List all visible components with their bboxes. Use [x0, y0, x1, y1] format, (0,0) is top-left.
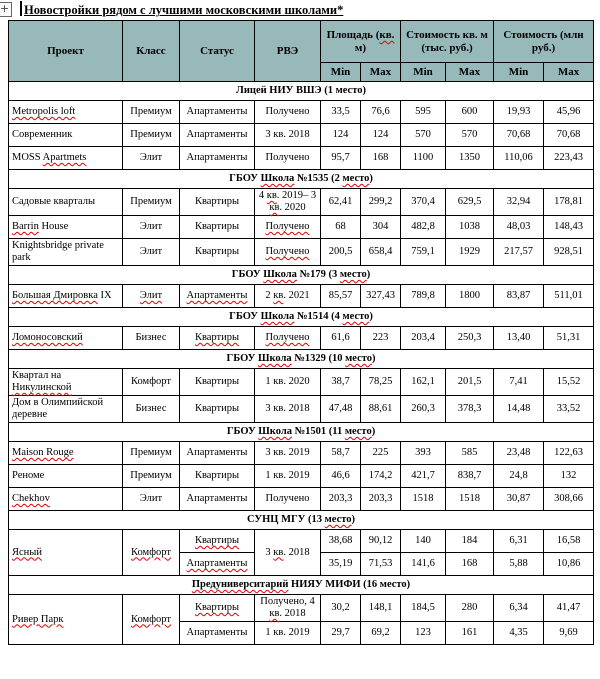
value-cell-4[interactable]: 48,03: [494, 216, 544, 239]
misspelled-text: Школа: [260, 311, 295, 322]
rve-cell[interactable]: Получено: [255, 147, 321, 170]
project-cell[interactable]: [9, 530, 123, 576]
rve-cell[interactable]: Получено: [255, 101, 321, 124]
school-section-title[interactable]: [9, 350, 594, 369]
value-cell-1[interactable]: 203,3: [361, 488, 401, 511]
value-cell-3[interactable]: 161: [446, 622, 494, 645]
misspelled-text: место: [342, 311, 370, 322]
school-section-row: [9, 82, 594, 101]
value-cell-4[interactable]: 14,48: [494, 396, 544, 423]
class-cell[interactable]: [123, 595, 180, 645]
value-cell-2[interactable]: 570: [401, 124, 446, 147]
table-row: [9, 101, 594, 124]
school-section-row: [9, 266, 594, 285]
table-row: [9, 327, 594, 350]
value-cell-3[interactable]: 629,5: [446, 189, 494, 216]
value-cell-1[interactable]: 174,2: [361, 465, 401, 488]
value-cell-5[interactable]: 148,43: [544, 216, 594, 239]
column-subheader-0-1[interactable]: Max: [361, 63, 401, 82]
table-row: [9, 369, 594, 396]
value-cell-2[interactable]: 162,1: [401, 369, 446, 396]
value-cell-0[interactable]: 203,3: [321, 488, 361, 511]
table-move-handle-icon[interactable]: +: [0, 2, 12, 17]
text: . 2018: [279, 608, 306, 619]
value-cell-5[interactable]: 178,81: [544, 189, 594, 216]
rve-cell[interactable]: [255, 327, 321, 350]
text: №1514 (4: [294, 311, 343, 322]
table-row: [9, 239, 594, 266]
value-cell-1[interactable]: 69,2: [361, 622, 401, 645]
value-cell-5[interactable]: 16,58: [544, 530, 594, 553]
table-header: [9, 21, 594, 82]
value-cell-0[interactable]: 85,57: [321, 285, 361, 308]
project-cell[interactable]: [9, 327, 123, 350]
value-cell-0[interactable]: 68: [321, 216, 361, 239]
text: 4: [258, 190, 267, 201]
project-cell[interactable]: [9, 442, 123, 465]
value-cell-1[interactable]: 148,1: [361, 595, 401, 622]
class-cell[interactable]: Элит: [123, 216, 180, 239]
rve-cell[interactable]: 3 кв. 2018: [255, 124, 321, 147]
status-cell[interactable]: [180, 530, 255, 553]
status-cell[interactable]: Апартаменты: [180, 124, 255, 147]
misspelled-text: Апартаменты: [186, 290, 248, 301]
value-cell-1[interactable]: 327,43: [361, 285, 401, 308]
value-cell-0[interactable]: 33,5: [321, 101, 361, 124]
value-cell-2[interactable]: 141,6: [401, 553, 446, 576]
misspelled-text: Школа: [257, 353, 292, 364]
misspelled-text: Школа: [260, 173, 295, 184]
project-cell[interactable]: Современник: [9, 124, 123, 147]
value-cell-1[interactable]: 76,6: [361, 101, 401, 124]
class-cell[interactable]: Бизнес: [123, 396, 180, 423]
value-cell-4[interactable]: 7,41: [494, 369, 544, 396]
status-cell[interactable]: Апартаменты: [180, 101, 255, 124]
value-cell-3[interactable]: 250,3: [446, 327, 494, 350]
misspelled-text: Chekhov: [12, 493, 50, 504]
value-cell-3[interactable]: 280: [446, 595, 494, 622]
value-cell-1[interactable]: 658,4: [361, 239, 401, 266]
text: Получено, 4: [260, 596, 315, 607]
rve-cell[interactable]: [255, 239, 321, 266]
value-cell-2[interactable]: 260,3: [401, 396, 446, 423]
misspelled-text: Metropolis loft: [12, 106, 76, 117]
text: №179 (3: [296, 269, 340, 280]
value-cell-2[interactable]: 203,4: [401, 327, 446, 350]
status-cell[interactable]: Квартиры: [180, 239, 255, 266]
misspelled-text: Школа: [258, 426, 292, 437]
misspelled-text: Предуниверситарий: [191, 579, 289, 590]
rve-cell[interactable]: 1 кв. 2019: [255, 465, 321, 488]
value-cell-2[interactable]: 759,1: [401, 239, 446, 266]
misspelled-text: Апартаменты: [186, 558, 248, 569]
misspelled-text: Apartmets: [42, 152, 87, 163]
rve-cell[interactable]: 3 кв. 2018: [255, 396, 321, 423]
value-cell-4[interactable]: 6,34: [494, 595, 544, 622]
value-cell-5[interactable]: 70,68: [544, 124, 594, 147]
value-cell-4[interactable]: 30,87: [494, 488, 544, 511]
misspelled-text: Комфорт: [131, 613, 171, 625]
text: 3: [265, 546, 274, 558]
class-cell[interactable]: Комфорт: [123, 369, 180, 396]
text: ГБОУ: [231, 269, 264, 280]
value-cell-2[interactable]: 393: [401, 442, 446, 465]
text: Площадь (: [326, 29, 380, 41]
table-row: [9, 530, 594, 553]
value-cell-0[interactable]: 95,7: [321, 147, 361, 170]
class-cell[interactable]: Элит: [123, 488, 180, 511]
rve-cell[interactable]: Получено: [255, 488, 321, 511]
value-cell-3[interactable]: 570: [446, 124, 494, 147]
project-cell[interactable]: [9, 595, 123, 645]
value-cell-0[interactable]: 30,2: [321, 595, 361, 622]
column-header-2[interactable]: Статус: [180, 21, 255, 82]
value-cell-3[interactable]: 1800: [446, 285, 494, 308]
misspelled-text: кв: [266, 190, 277, 201]
table-row: [9, 285, 594, 308]
value-cell-3[interactable]: 838,7: [446, 465, 494, 488]
school-section-title[interactable]: Лицей НИУ ВШЭ (1 место): [9, 82, 594, 101]
text: ): [371, 426, 376, 437]
status-cell[interactable]: Квартиры: [180, 396, 255, 423]
value-cell-1[interactable]: 78,25: [361, 369, 401, 396]
status-cell[interactable]: Квартиры: [180, 369, 255, 396]
misspelled-text: Большая Дмировка: [12, 290, 98, 301]
class-cell[interactable]: Элит: [123, 147, 180, 170]
value-cell-1[interactable]: 299,2: [361, 189, 401, 216]
value-cell-0[interactable]: 35,19: [321, 553, 361, 576]
value-cell-0[interactable]: 38,68: [321, 530, 361, 553]
value-cell-0[interactable]: 58,7: [321, 442, 361, 465]
misspelled-text: место: [342, 173, 370, 184]
class-cell[interactable]: Элит: [123, 239, 180, 266]
value-cell-3[interactable]: 1929: [446, 239, 494, 266]
misspelled-text: Школа: [263, 269, 297, 280]
column-subheader-0-0[interactable]: Min: [321, 63, 361, 82]
text: Квартал на: [12, 370, 62, 381]
misspelled-text: место: [345, 353, 372, 364]
value-cell-5[interactable]: 45,96: [544, 101, 594, 124]
class-cell[interactable]: Премиум: [123, 124, 180, 147]
misspelled-text: Квартиры: [194, 535, 240, 546]
text: ): [369, 173, 373, 184]
rve-cell[interactable]: [255, 189, 321, 216]
value-cell-2[interactable]: 421,7: [401, 465, 446, 488]
value-cell-4[interactable]: 13,40: [494, 327, 544, 350]
value-cell-2[interactable]: 184,5: [401, 595, 446, 622]
value-cell-1[interactable]: 124: [361, 124, 401, 147]
school-section-row: [9, 511, 594, 530]
text: ГБОУ: [226, 426, 259, 437]
value-cell-3[interactable]: 585: [446, 442, 494, 465]
value-cell-0[interactable]: 61,6: [321, 327, 361, 350]
table-row: [9, 147, 594, 170]
table-row: [9, 595, 594, 622]
text: ГБОУ: [229, 173, 261, 184]
value-cell-1[interactable]: 71,53: [361, 553, 401, 576]
value-cell-2[interactable]: 140: [401, 530, 446, 553]
status-cell[interactable]: Апартаменты: [180, 442, 255, 465]
status-cell[interactable]: [180, 595, 255, 622]
class-cell[interactable]: [123, 285, 180, 308]
school-section-title[interactable]: [9, 170, 594, 189]
status-cell[interactable]: Квартиры: [180, 216, 255, 239]
value-cell-3[interactable]: 1350: [446, 147, 494, 170]
misspelled-text: Квартиры: [194, 332, 240, 343]
project-cell[interactable]: [9, 216, 123, 239]
value-cell-3[interactable]: 1518: [446, 488, 494, 511]
value-cell-4[interactable]: 217,57: [494, 239, 544, 266]
value-cell-4[interactable]: 6,31: [494, 530, 544, 553]
text-cursor-caret: [20, 1, 22, 16]
misspelled-text: Комфорт: [131, 546, 171, 558]
value-cell-4[interactable]: 24,8: [494, 465, 544, 488]
column-group-header-1[interactable]: Стоимость кв. м (тыс. руб.): [401, 21, 494, 63]
project-cell[interactable]: Knightsbridge private park: [9, 239, 123, 266]
misspelled-text: место: [344, 426, 372, 437]
text: №1501 (11: [291, 426, 345, 437]
project-cell[interactable]: [9, 488, 123, 511]
project-cell[interactable]: [9, 285, 123, 308]
misspelled-text: Получено: [265, 332, 310, 343]
school-section-title[interactable]: [9, 576, 594, 595]
column-subheader-1-1[interactable]: Max: [446, 63, 494, 82]
school-section-row: [9, 576, 594, 595]
column-header-1[interactable]: Класс: [123, 21, 180, 82]
class-cell[interactable]: [123, 530, 180, 576]
value-cell-2[interactable]: 1518: [401, 488, 446, 511]
value-cell-4[interactable]: 19,93: [494, 101, 544, 124]
value-cell-2[interactable]: 123: [401, 622, 446, 645]
text: №1535 (2: [294, 173, 343, 184]
school-section-row: [9, 308, 594, 327]
misspelled-text: кв: [273, 546, 284, 558]
misspelled-text: кв: [269, 202, 280, 213]
header-row-groups: [9, 21, 594, 63]
text: 2: [265, 290, 274, 301]
school-section-row: [9, 170, 594, 189]
value-cell-0[interactable]: 38,7: [321, 369, 361, 396]
text: ): [366, 269, 371, 280]
table-row: [9, 442, 594, 465]
misspelled-text: кв: [273, 290, 284, 301]
value-cell-5[interactable]: 223,43: [544, 147, 594, 170]
misspelled-text: кв: [269, 608, 280, 619]
misspelled-text: Никулинской: [12, 382, 72, 393]
document-title[interactable]: Новостройки рядом с лучшими московскими школами*: [24, 3, 344, 17]
value-cell-5[interactable]: 132: [544, 465, 594, 488]
school-section-title[interactable]: [9, 308, 594, 327]
status-cell[interactable]: [180, 553, 255, 576]
class-cell[interactable]: Премиум: [123, 101, 180, 124]
value-cell-2[interactable]: 595: [401, 101, 446, 124]
school-section-title[interactable]: [9, 266, 594, 285]
value-cell-5[interactable]: 33,52: [544, 396, 594, 423]
rve-cell[interactable]: 3 кв. 2019: [255, 442, 321, 465]
status-cell[interactable]: Квартиры: [180, 189, 255, 216]
value-cell-0[interactable]: 29,7: [321, 622, 361, 645]
value-cell-2[interactable]: 370,4: [401, 189, 446, 216]
text: MOSS: [12, 152, 43, 163]
misspelled-text: Maison Rouge: [12, 447, 74, 458]
rve-cell[interactable]: [255, 285, 321, 308]
table-row: [9, 465, 594, 488]
column-group-header-0[interactable]: [321, 21, 401, 63]
value-cell-1[interactable]: 88,61: [361, 396, 401, 423]
value-cell-5[interactable]: 10,86: [544, 553, 594, 576]
value-cell-1[interactable]: 168: [361, 147, 401, 170]
project-cell[interactable]: [9, 101, 123, 124]
school-section-title[interactable]: [9, 423, 594, 442]
project-cell[interactable]: Садовые кварталы: [9, 189, 123, 216]
table-body: [9, 82, 594, 645]
text: №1329 (10: [291, 353, 346, 364]
class-cell[interactable]: Премиум: [123, 442, 180, 465]
column-header-3[interactable]: РВЭ: [255, 21, 321, 82]
school-section-title[interactable]: [9, 511, 594, 530]
text: . 2021: [283, 290, 310, 301]
table-row: [9, 396, 594, 423]
misspelled-text: Квартиры: [194, 602, 240, 613]
status-cell[interactable]: Апартаменты: [180, 622, 255, 645]
school-section-row: [9, 350, 594, 369]
misspelled-text: место: [324, 514, 352, 525]
value-cell-2[interactable]: 482,8: [401, 216, 446, 239]
value-cell-5[interactable]: 51,31: [544, 327, 594, 350]
value-cell-0[interactable]: 47,48: [321, 396, 361, 423]
misspelled-text: Ясный: [12, 546, 42, 558]
misspelled-text: кв.: [379, 29, 395, 41]
value-cell-3[interactable]: 201,5: [446, 369, 494, 396]
column-group-header-2[interactable]: Стоимость (млн руб.): [494, 21, 594, 63]
text: IX: [97, 290, 112, 301]
class-cell[interactable]: Премиум: [123, 189, 180, 216]
column-subheader-2-1[interactable]: Max: [544, 63, 594, 82]
value-cell-0[interactable]: 200,5: [321, 239, 361, 266]
value-cell-4[interactable]: 32,94: [494, 189, 544, 216]
text: ): [372, 353, 376, 364]
status-cell[interactable]: Квартиры: [180, 465, 255, 488]
value-cell-0[interactable]: 124: [321, 124, 361, 147]
status-cell[interactable]: Апартаменты: [180, 488, 255, 511]
column-header-0[interactable]: Проект: [9, 21, 123, 82]
value-cell-1[interactable]: 223: [361, 327, 401, 350]
value-cell-5[interactable]: 41,47: [544, 595, 594, 622]
value-cell-4[interactable]: 5,88: [494, 553, 544, 576]
school-section-row: [9, 423, 594, 442]
value-cell-2[interactable]: 789,8: [401, 285, 446, 308]
text: СУНЦ МГУ (13: [246, 514, 325, 525]
misspelled-text: Получено: [265, 246, 310, 257]
value-cell-1[interactable]: 225: [361, 442, 401, 465]
value-cell-1[interactable]: 304: [361, 216, 401, 239]
status-cell[interactable]: [180, 285, 255, 308]
value-cell-3[interactable]: 378,3: [446, 396, 494, 423]
project-cell[interactable]: Реноме: [9, 465, 123, 488]
class-cell[interactable]: Премиум: [123, 465, 180, 488]
table-row: [9, 488, 594, 511]
text: ): [351, 514, 356, 525]
rve-cell[interactable]: [255, 216, 321, 239]
status-cell[interactable]: [180, 327, 255, 350]
value-cell-5[interactable]: 9,69: [544, 622, 594, 645]
value-cell-4[interactable]: 83,87: [494, 285, 544, 308]
misspelled-text: место: [339, 269, 367, 280]
rve-cell[interactable]: [255, 530, 321, 576]
table-row: [9, 189, 594, 216]
misspelled-text: Ривер Парк: [12, 613, 64, 625]
project-cell[interactable]: Дом в Олимпийской деревне: [9, 396, 123, 423]
text: . 2018: [283, 546, 310, 558]
misspelled-text: Элит: [139, 290, 163, 301]
table-row: [9, 124, 594, 147]
project-cell[interactable]: [9, 147, 123, 170]
rve-cell[interactable]: 1 кв. 2020: [255, 369, 321, 396]
rve-cell[interactable]: [255, 595, 321, 622]
value-cell-3[interactable]: 168: [446, 553, 494, 576]
value-cell-3[interactable]: 600: [446, 101, 494, 124]
rve-cell[interactable]: 1 кв. 2019: [255, 622, 321, 645]
class-cell[interactable]: Бизнес: [123, 327, 180, 350]
status-cell[interactable]: Апартаменты: [180, 147, 255, 170]
misspelled-text: Ломоносовский: [12, 332, 83, 343]
misspelled-text: Barrin: [12, 221, 39, 232]
value-cell-5[interactable]: 122,63: [544, 442, 594, 465]
value-cell-4[interactable]: 110,06: [494, 147, 544, 170]
column-subheader-2-0[interactable]: Min: [494, 63, 544, 82]
value-cell-0[interactable]: 46,6: [321, 465, 361, 488]
text: House: [38, 221, 69, 232]
projects-table: [8, 20, 594, 645]
text: . 2020: [279, 202, 306, 213]
value-cell-4[interactable]: 4,35: [494, 622, 544, 645]
text: ГБОУ: [229, 311, 261, 322]
value-cell-3[interactable]: 1038: [446, 216, 494, 239]
text: ГБОУ: [226, 353, 258, 364]
value-cell-1[interactable]: 90,12: [361, 530, 401, 553]
value-cell-3[interactable]: 184: [446, 530, 494, 553]
value-cell-4[interactable]: 70,68: [494, 124, 544, 147]
value-cell-5[interactable]: 511,01: [544, 285, 594, 308]
text: м): [354, 41, 367, 54]
text: . 2019– 3: [276, 190, 317, 201]
value-cell-5[interactable]: 15,52: [544, 369, 594, 396]
text: НИЯУ МИФИ (16 место): [288, 579, 411, 590]
value-cell-0[interactable]: 62,41: [321, 189, 361, 216]
value-cell-4[interactable]: 23,48: [494, 442, 544, 465]
misspelled-text: Получено: [265, 221, 310, 232]
table-row: [9, 216, 594, 239]
text: ): [369, 311, 373, 322]
value-cell-5[interactable]: 308,66: [544, 488, 594, 511]
column-subheader-1-0[interactable]: Min: [401, 63, 446, 82]
value-cell-2[interactable]: 1100: [401, 147, 446, 170]
project-cell[interactable]: [9, 369, 123, 396]
value-cell-5[interactable]: 928,51: [544, 239, 594, 266]
